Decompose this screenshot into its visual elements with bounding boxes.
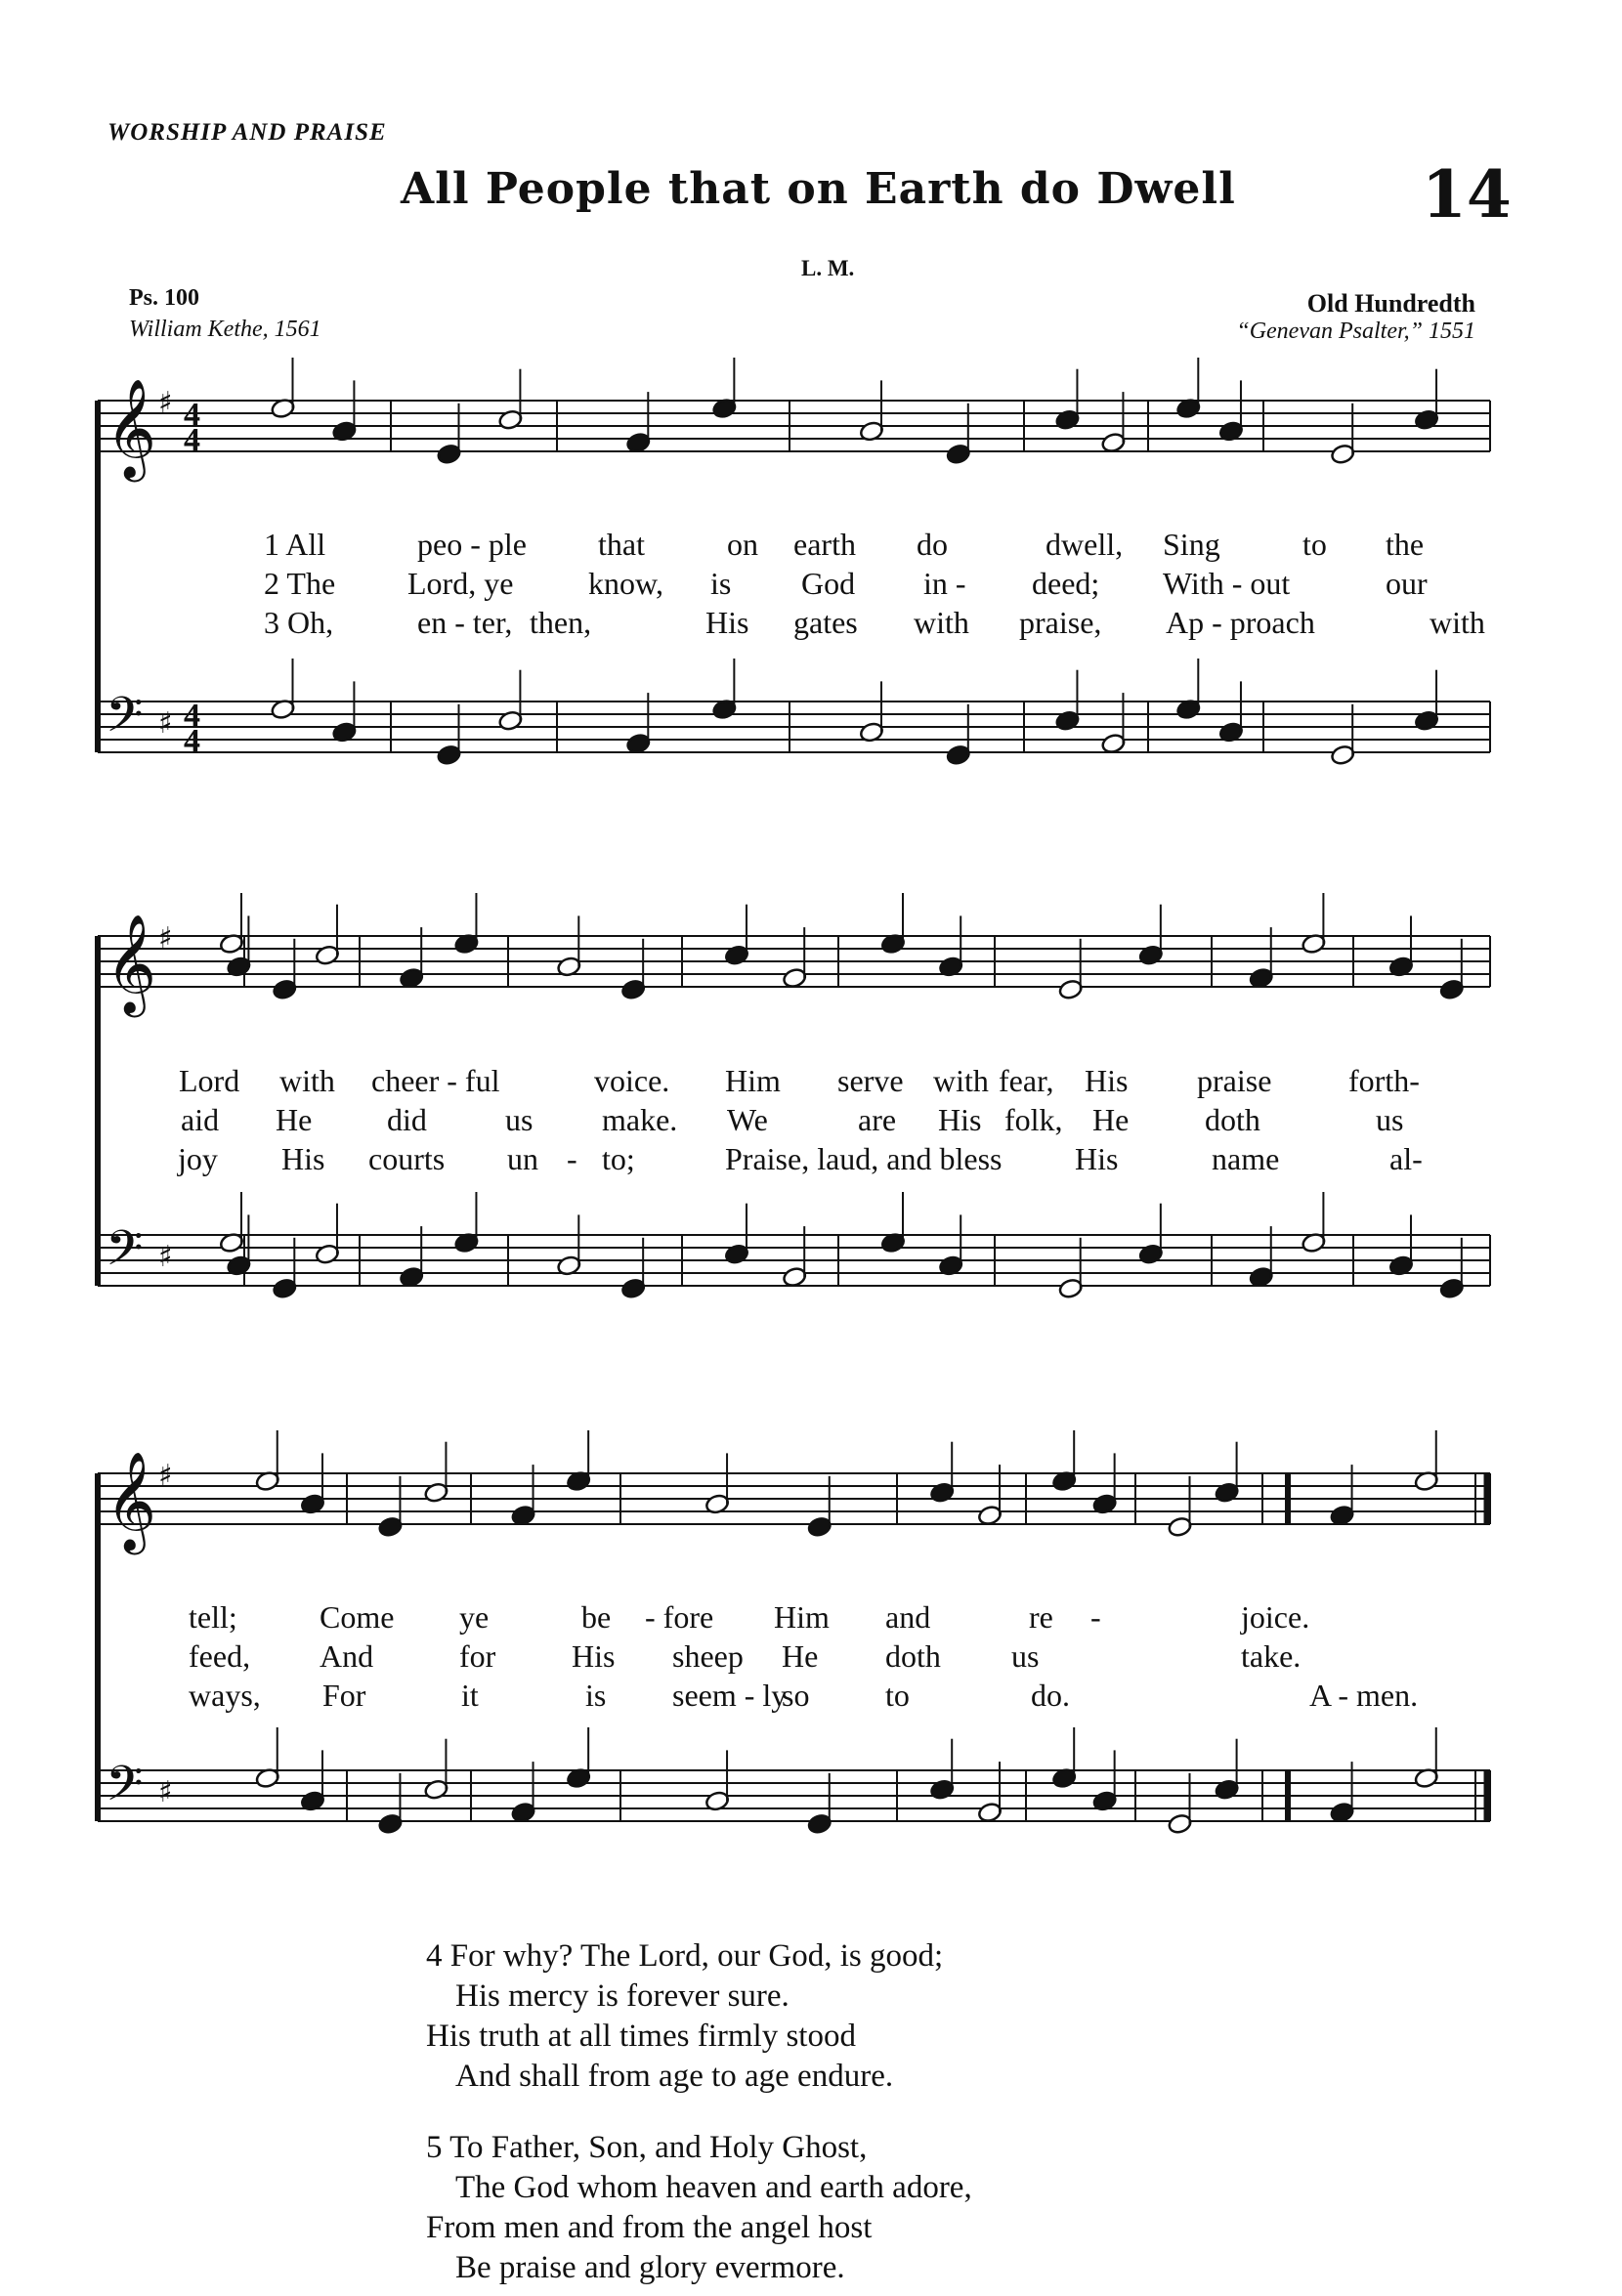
lyric-syllable: take. — [1241, 1638, 1302, 1674]
lyric-syllable: our — [1386, 566, 1428, 601]
stanza-4 — [426, 1936, 943, 2097]
lyric-syllable: A - men. — [1309, 1678, 1419, 1713]
lyric-syllable: 1 All — [264, 527, 326, 562]
stanza-line: From men and from the angel host — [426, 2210, 873, 2245]
system-3-treble-clef-icon: 𝄞 — [106, 1450, 157, 1551]
lyric-syllable: 2 The — [264, 566, 336, 601]
lyric-syllable: fear, — [999, 1063, 1054, 1098]
lyric-syllable: with — [933, 1063, 989, 1098]
lyric-syllable: He — [1092, 1102, 1130, 1137]
lyric-syllable: that — [598, 527, 645, 562]
lyric-syllable: His — [572, 1638, 616, 1674]
lyric-syllable: - fore — [645, 1599, 714, 1635]
lyric-syllable: Sing — [1163, 527, 1220, 562]
stanza-line: And shall from age to age endure. — [455, 2059, 894, 2094]
lyric-syllable: did — [387, 1102, 427, 1137]
lyric-syllable: Lord, ye — [407, 566, 514, 601]
lyric-syllable: We — [727, 1102, 768, 1137]
lyric-syllable: Praise, laud, and bless — [725, 1141, 1003, 1176]
lyric-syllable: re — [1029, 1599, 1053, 1635]
lyric-syllable: gates — [793, 605, 858, 640]
lyric-syllable: His — [281, 1141, 325, 1176]
lyric-syllable: on — [727, 527, 758, 562]
lyric-syllable: to — [885, 1678, 910, 1713]
lyric-syllable: With - out — [1163, 566, 1291, 601]
stanza-line: 4 For why? The Lord, our God, is good; — [426, 1938, 944, 1974]
system-2-treble-clef-icon: 𝄞 — [106, 913, 157, 1013]
hymn-number: 14 — [1422, 156, 1512, 233]
lyric-syllable: doth — [885, 1638, 941, 1674]
system-1-treble-clef-icon: 𝄞 — [106, 377, 157, 478]
lyric-syllable: us — [1376, 1102, 1404, 1137]
lyric-syllable: do — [917, 527, 948, 562]
section-label: WORSHIP AND PRAISE — [107, 119, 387, 146]
lyric-syllable: is — [585, 1678, 607, 1713]
lyric-syllable: His — [1085, 1063, 1129, 1098]
system-1-sharp-icon: ♯ — [158, 706, 173, 741]
lyric-syllable: are — [858, 1102, 897, 1137]
lyric-syllable: praise, — [1019, 605, 1102, 640]
lyric-syllable: He — [276, 1102, 313, 1137]
lyric-syllable: in - — [923, 566, 966, 601]
lyric-syllable: sheep — [672, 1638, 744, 1674]
lyric-syllable: His — [705, 605, 749, 640]
system-3-sharp-icon: ♯ — [158, 1459, 173, 1493]
stanza-line: 5 To Father, Son, and Holy Ghost, — [426, 2130, 868, 2165]
hymn-title: All People that on Earth do Dwell — [401, 164, 1236, 214]
lyric-syllable: praise — [1197, 1063, 1272, 1098]
lyric-syllable: courts — [368, 1141, 446, 1176]
lyric-syllable: do. — [1031, 1678, 1070, 1713]
lyric-syllable: with — [914, 605, 969, 640]
lyric-syllable: Come — [320, 1599, 395, 1635]
system-2-sharp-icon: ♯ — [158, 921, 173, 956]
lyric-syllable: ways, — [189, 1678, 261, 1713]
lyric-syllable: to — [1302, 527, 1327, 562]
lyric-syllable: un — [507, 1141, 538, 1176]
lyric-syllable: know, — [588, 566, 664, 601]
system-1-sharp-icon: ♯ — [158, 386, 173, 420]
lyric-syllable: He — [782, 1638, 819, 1674]
system-3-sharp-icon: ♯ — [158, 1775, 173, 1809]
stanza-line: His truth at all times firmly stood — [426, 2019, 856, 2054]
lyric-syllable: be — [581, 1599, 612, 1635]
lyric-syllable: God — [801, 566, 856, 601]
lyric-syllable: serve — [837, 1063, 904, 1098]
time-signature-digit: 4 — [184, 723, 200, 759]
scripture-reference: Ps. 100 — [129, 285, 199, 311]
meter-label: L. M. — [801, 256, 855, 280]
lyric-syllable: - — [1090, 1599, 1101, 1635]
system-3-bass-clef-icon: 𝄢 — [106, 1756, 144, 1824]
system-2-bass-clef-icon: 𝄢 — [106, 1220, 144, 1289]
lyric-syllable: then, — [530, 605, 592, 640]
lyric-syllable: - — [567, 1141, 577, 1176]
lyric-syllable: voice. — [594, 1063, 670, 1098]
lyric-syllable: with — [1430, 605, 1485, 640]
lyric-syllable: is — [710, 566, 732, 601]
lyric-syllable: deed; — [1032, 566, 1100, 601]
lyric-syllable: peo - ple — [417, 527, 527, 562]
time-signature-digit: 4 — [184, 422, 200, 458]
lyric-syllable: en - ter, — [417, 605, 513, 640]
lyric-syllable: tell; — [189, 1599, 237, 1635]
lyric-syllable: aid — [181, 1102, 220, 1137]
lyric-syllable: joy — [178, 1141, 218, 1176]
time-signature-digit: 4 — [184, 397, 200, 433]
lyric-syllable: 3 Oh, — [264, 605, 334, 640]
lyric-syllable: earth — [793, 527, 856, 562]
time-signature-digit: 4 — [184, 698, 200, 734]
lyric-syllable: His — [938, 1102, 982, 1137]
stanza-line: The God whom heaven and earth adore, — [455, 2170, 972, 2205]
lyric-syllable: al- — [1389, 1141, 1423, 1176]
lyric-syllable: make. — [602, 1102, 678, 1137]
lyric-syllable: joice. — [1241, 1599, 1310, 1635]
lyric-syllable: His — [1075, 1141, 1119, 1176]
lyric-syllable: Him — [725, 1063, 781, 1098]
lyric-syllable: feed, — [189, 1638, 251, 1674]
lyric-syllable: to; — [602, 1141, 635, 1176]
lyric-syllable: For — [322, 1678, 366, 1713]
system-1-bass-clef-icon: 𝄢 — [106, 687, 144, 755]
lyric-syllable: Ap - proach — [1166, 605, 1315, 640]
lyric-syllable: And — [320, 1638, 374, 1674]
lyric-syllable: us — [505, 1102, 534, 1137]
lyric-syllable: name — [1212, 1141, 1280, 1176]
stanza-5 — [426, 2128, 972, 2288]
lyric-syllable: forth- — [1348, 1063, 1420, 1098]
lyric-syllable: it — [461, 1678, 479, 1713]
tune-name: Old Hundredth — [1306, 289, 1475, 318]
lyric-syllable: ye — [459, 1599, 490, 1635]
stanza-line: His mercy is forever sure. — [455, 1978, 790, 2014]
author-credit: William Kethe, 1561 — [129, 317, 321, 342]
lyric-syllable: the — [1386, 527, 1425, 562]
lyric-syllable: so — [782, 1678, 810, 1713]
lyric-syllable: doth — [1205, 1102, 1260, 1137]
lyric-syllable: Lord — [179, 1063, 240, 1098]
system-2-sharp-icon: ♯ — [158, 1240, 173, 1274]
lyric-syllable: cheer - ful — [371, 1063, 500, 1098]
lyric-syllable: seem - ly — [672, 1678, 788, 1713]
lyric-syllable: with — [279, 1063, 335, 1098]
lyric-syllable: folk, — [1004, 1102, 1063, 1137]
lyric-syllable: for — [459, 1638, 496, 1674]
lyric-syllable: and — [885, 1599, 931, 1635]
lyric-syllable: dwell, — [1046, 527, 1124, 562]
lyric-syllable: us — [1011, 1638, 1040, 1674]
lyric-syllable: Him — [774, 1599, 830, 1635]
tune-source: “Genevan Psalter,” 1551 — [1236, 319, 1475, 344]
stanza-line: Be praise and glory evermore. — [455, 2250, 845, 2285]
